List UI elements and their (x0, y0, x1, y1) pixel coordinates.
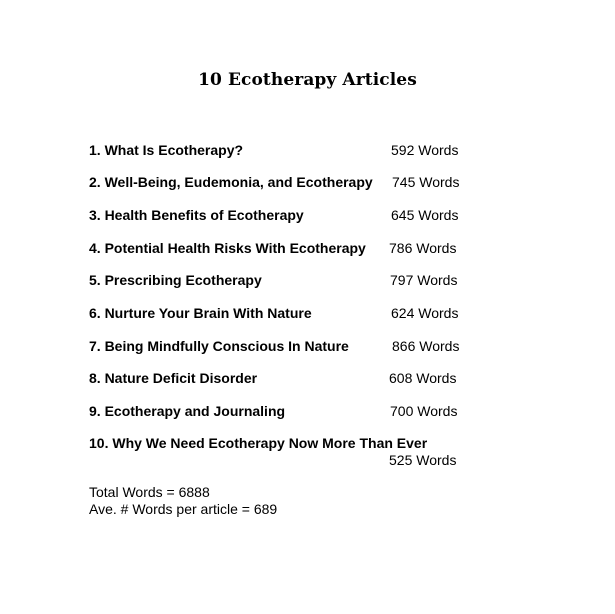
article-1-word-count: 592 Words (391, 142, 459, 158)
average-words: Ave. # Words per article = 689 (89, 501, 278, 517)
article-7-title: 7. Being Mindfully Conscious In Nature (89, 338, 349, 354)
article-10-word-count: 525 Words (389, 452, 457, 468)
article-8-word-count: 608 Words (389, 370, 457, 386)
article-10-title: 10. Why We Need Ecotherapy Now More Than Ever (89, 435, 428, 451)
article-4-title: 4. Potential Health Risks With Ecotherapy (89, 240, 366, 256)
document-title: 10 Ecotherapy Articles (198, 70, 417, 90)
article-3-word-count: 645 Words (391, 207, 459, 223)
article-4-word-count: 786 Words (389, 240, 457, 256)
article-5-word-count: 797 Words (390, 272, 458, 288)
article-6-word-count: 624 Words (391, 305, 459, 321)
article-1-title: 1. What Is Ecotherapy? (89, 142, 244, 158)
article-9-title: 9. Ecotherapy and Journaling (89, 403, 286, 419)
article-2-title: 2. Well-Being, Eudemonia, and Ecotherapy (89, 174, 373, 190)
article-3-title: 3. Health Benefits of Ecotherapy (89, 207, 304, 223)
article-5-title: 5. Prescribing Ecotherapy (89, 272, 262, 288)
total-words: Total Words = 6888 (89, 484, 210, 500)
article-8-title: 8. Nature Deficit Disorder (89, 370, 258, 386)
article-2-word-count: 745 Words (392, 174, 460, 190)
article-6-title: 6. Nurture Your Brain With Nature (89, 305, 312, 321)
article-7-word-count: 866 Words (392, 338, 460, 354)
article-9-word-count: 700 Words (390, 403, 458, 419)
